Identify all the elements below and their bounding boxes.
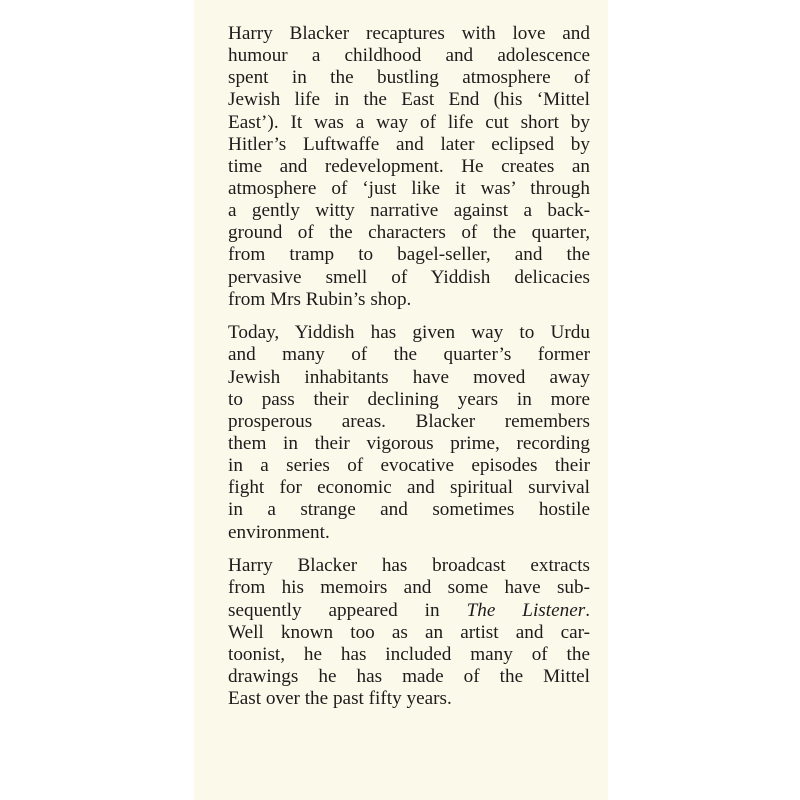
text-line: from his memoirs and some have sub- — [228, 577, 590, 599]
text-line: Well known too as an artist and car- — [228, 621, 590, 643]
text-line: atmosphere of ‘just like it was’ through — [228, 177, 590, 199]
publication-title: The Listener — [466, 599, 586, 621]
text-line: in a series of evocative episodes their — [228, 455, 590, 477]
text-line: and many of the quarter’s former — [228, 344, 590, 366]
text-line: them in their vigorous prime, recording — [228, 433, 590, 455]
text-line: from Mrs Rubin’s shop. — [228, 288, 412, 310]
paragraph-1 — [228, 23, 590, 311]
text-line: in a strange and sometimes hostile — [228, 499, 590, 521]
text-line: fight for economic and spiritual survival — [228, 477, 590, 499]
text-line: Jewish life in the East End (his ‘Mittel — [228, 89, 590, 111]
text-line: pervasive smell of Yiddish delicacies — [228, 266, 590, 288]
text-fragment: sequently appeared in — [228, 599, 440, 621]
text-line: humour a childhood and adolescence — [228, 45, 590, 67]
text-line: spent in the bustling atmosphere of — [228, 67, 590, 89]
text-line: to pass their declining years in more — [228, 388, 590, 410]
text-line: time and redevelopment. He creates an — [228, 155, 590, 177]
text-line: toonist, he has included many of the — [228, 643, 590, 665]
text-line: East over the past fifty years. — [228, 688, 452, 710]
text-line: East’). It was a way of life cut short by — [228, 111, 590, 133]
text-line: ground of the characters of the quarter, — [228, 222, 590, 244]
text-line: prosperous areas. Blacker remembers — [228, 410, 590, 432]
blurb-text — [228, 23, 590, 722]
text-fragment: . — [585, 599, 590, 621]
text-line: environment. — [228, 521, 330, 543]
text-line: drawings he has made of the Mittel — [228, 665, 590, 687]
text-line: a gently witty narrative against a back- — [228, 200, 590, 222]
text-line-with-title — [228, 600, 590, 622]
text-line: Hitler’s Luftwaffe and later eclipsed by — [228, 133, 590, 155]
text-line: Harry Blacker has broadcast extracts — [228, 555, 590, 577]
paragraph-2 — [228, 322, 590, 543]
paragraph-3 — [228, 555, 590, 710]
text-line: Today, Yiddish has given way to Urdu — [228, 322, 590, 344]
text-line: from tramp to bagel-seller, and the — [228, 244, 590, 266]
text-line: Harry Blacker recaptures with love and — [228, 23, 590, 44]
book-jacket-flap — [194, 0, 608, 800]
text-line: Jewish inhabitants have moved away — [228, 366, 590, 388]
